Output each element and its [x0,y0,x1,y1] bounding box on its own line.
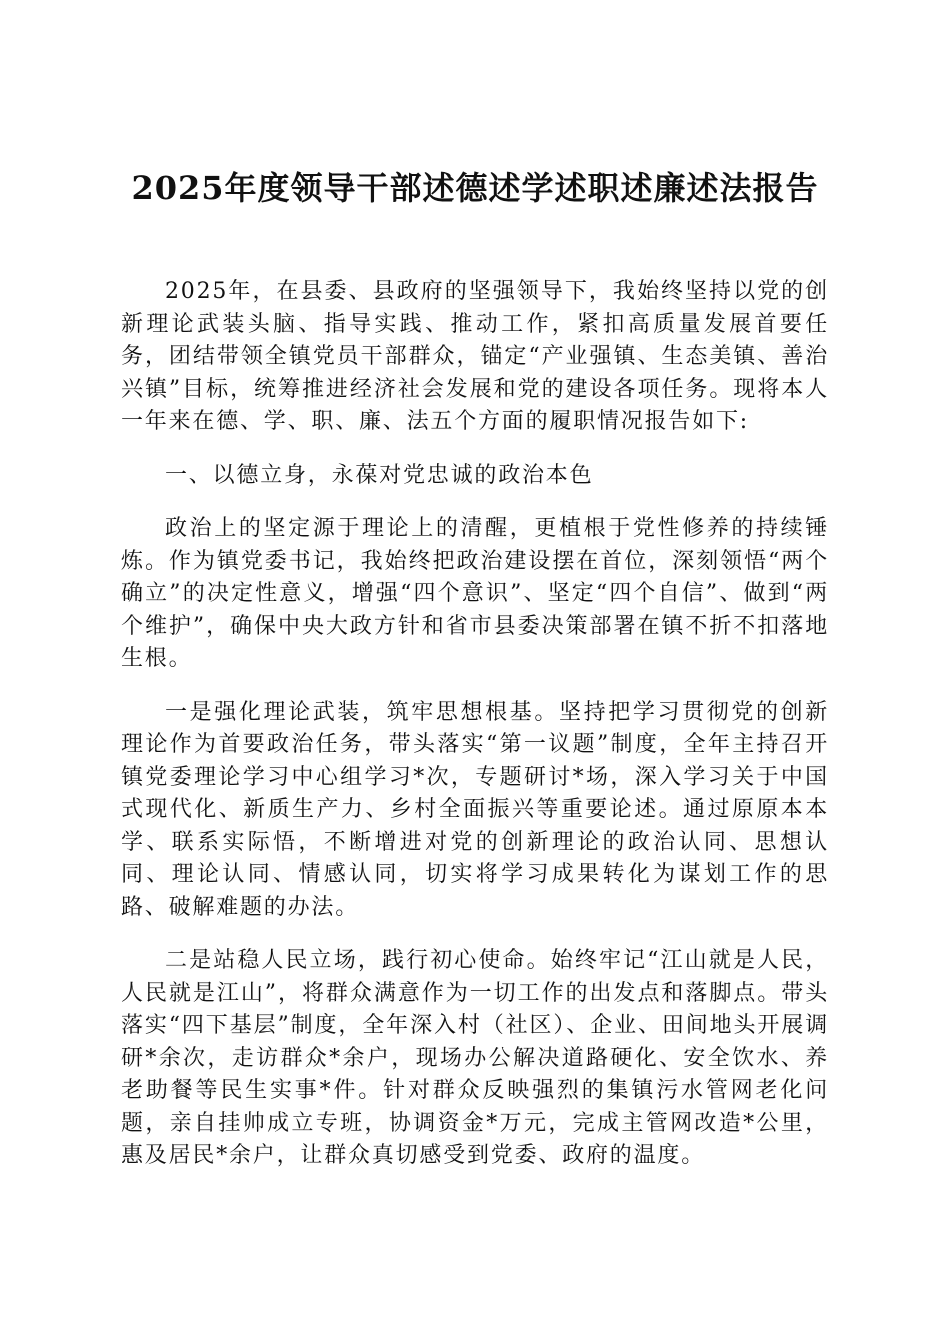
intro-paragraph: 2025年，在县委、县政府的坚强领导下，我始终坚持以党的创新理论武装头脑、指导实践、推动工作，紧扣高质量发展首要任务，团结带领全镇党员干部群众，锚定“产业强镇、生态美镇、善治兴镇”目标，统筹推进经济社会发展和党的建设各项任务。现将本人一年来在德、学、职、廉、法五个方面的履职情况报告如下: [121,279,829,434]
document-body [121,276,829,1194]
section-1-paragraph: 政治上的坚定源于理论上的清醒，更植根于党性修养的持续锤炼。作为镇党委书记，我始终把政治建设摆在首位，深刻领悟“两个确立”的决定性意义，增强“四个意识”、坚定“四个自信”、做到“两个维护”，确保中央大政方针和省市县委决策部署在镇不折不扣落地生根。 [121,516,829,671]
point-1-paragraph: 一是强化理论武装，筑牢思想根基。坚持把学习贯彻党的创新理论作为首要政治任务，带头落实“第一议题”制度，全年主持召开镇党委理论学习中心组学习*次，专题研讨*场，深入学习关于中国式现代化、新质生产力、乡村全面振兴等重要论述。通过原原本本学、联系实际悟，不断增进对党的创新理论的政治认同、思想认同、理论认同、情感认同，切实将学习成果转化为谋划工作的思路、破解难题的办法。 [121,699,829,920]
section-heading-1: 一、以德立身，永葆对党忠诚的政治本色 [165,462,594,488]
document-title: 2025年度领导干部述德述学述职述廉述法报告 [131,169,819,207]
point-2-paragraph: 二是站稳人民立场，践行初心使命。始终牢记“江山就是人民，人民就是江山”，将群众满意作为一切工作的出发点和落脚点。带头落实“四下基层”制度，全年深入村（社区）、企业、田间地头开展调研*余次，走访群众*余户，现场办公解决道路硬化、安全饮水、养老助餐等民生实事*件。针对群众反映强烈的集镇污水管网老化问题，亲自挂帅成立专班，协调资金*万元，完成主管网改造*公里，惠及居民*余户，让群众真切感受到党委、政府的温度。 [121,948,829,1168]
